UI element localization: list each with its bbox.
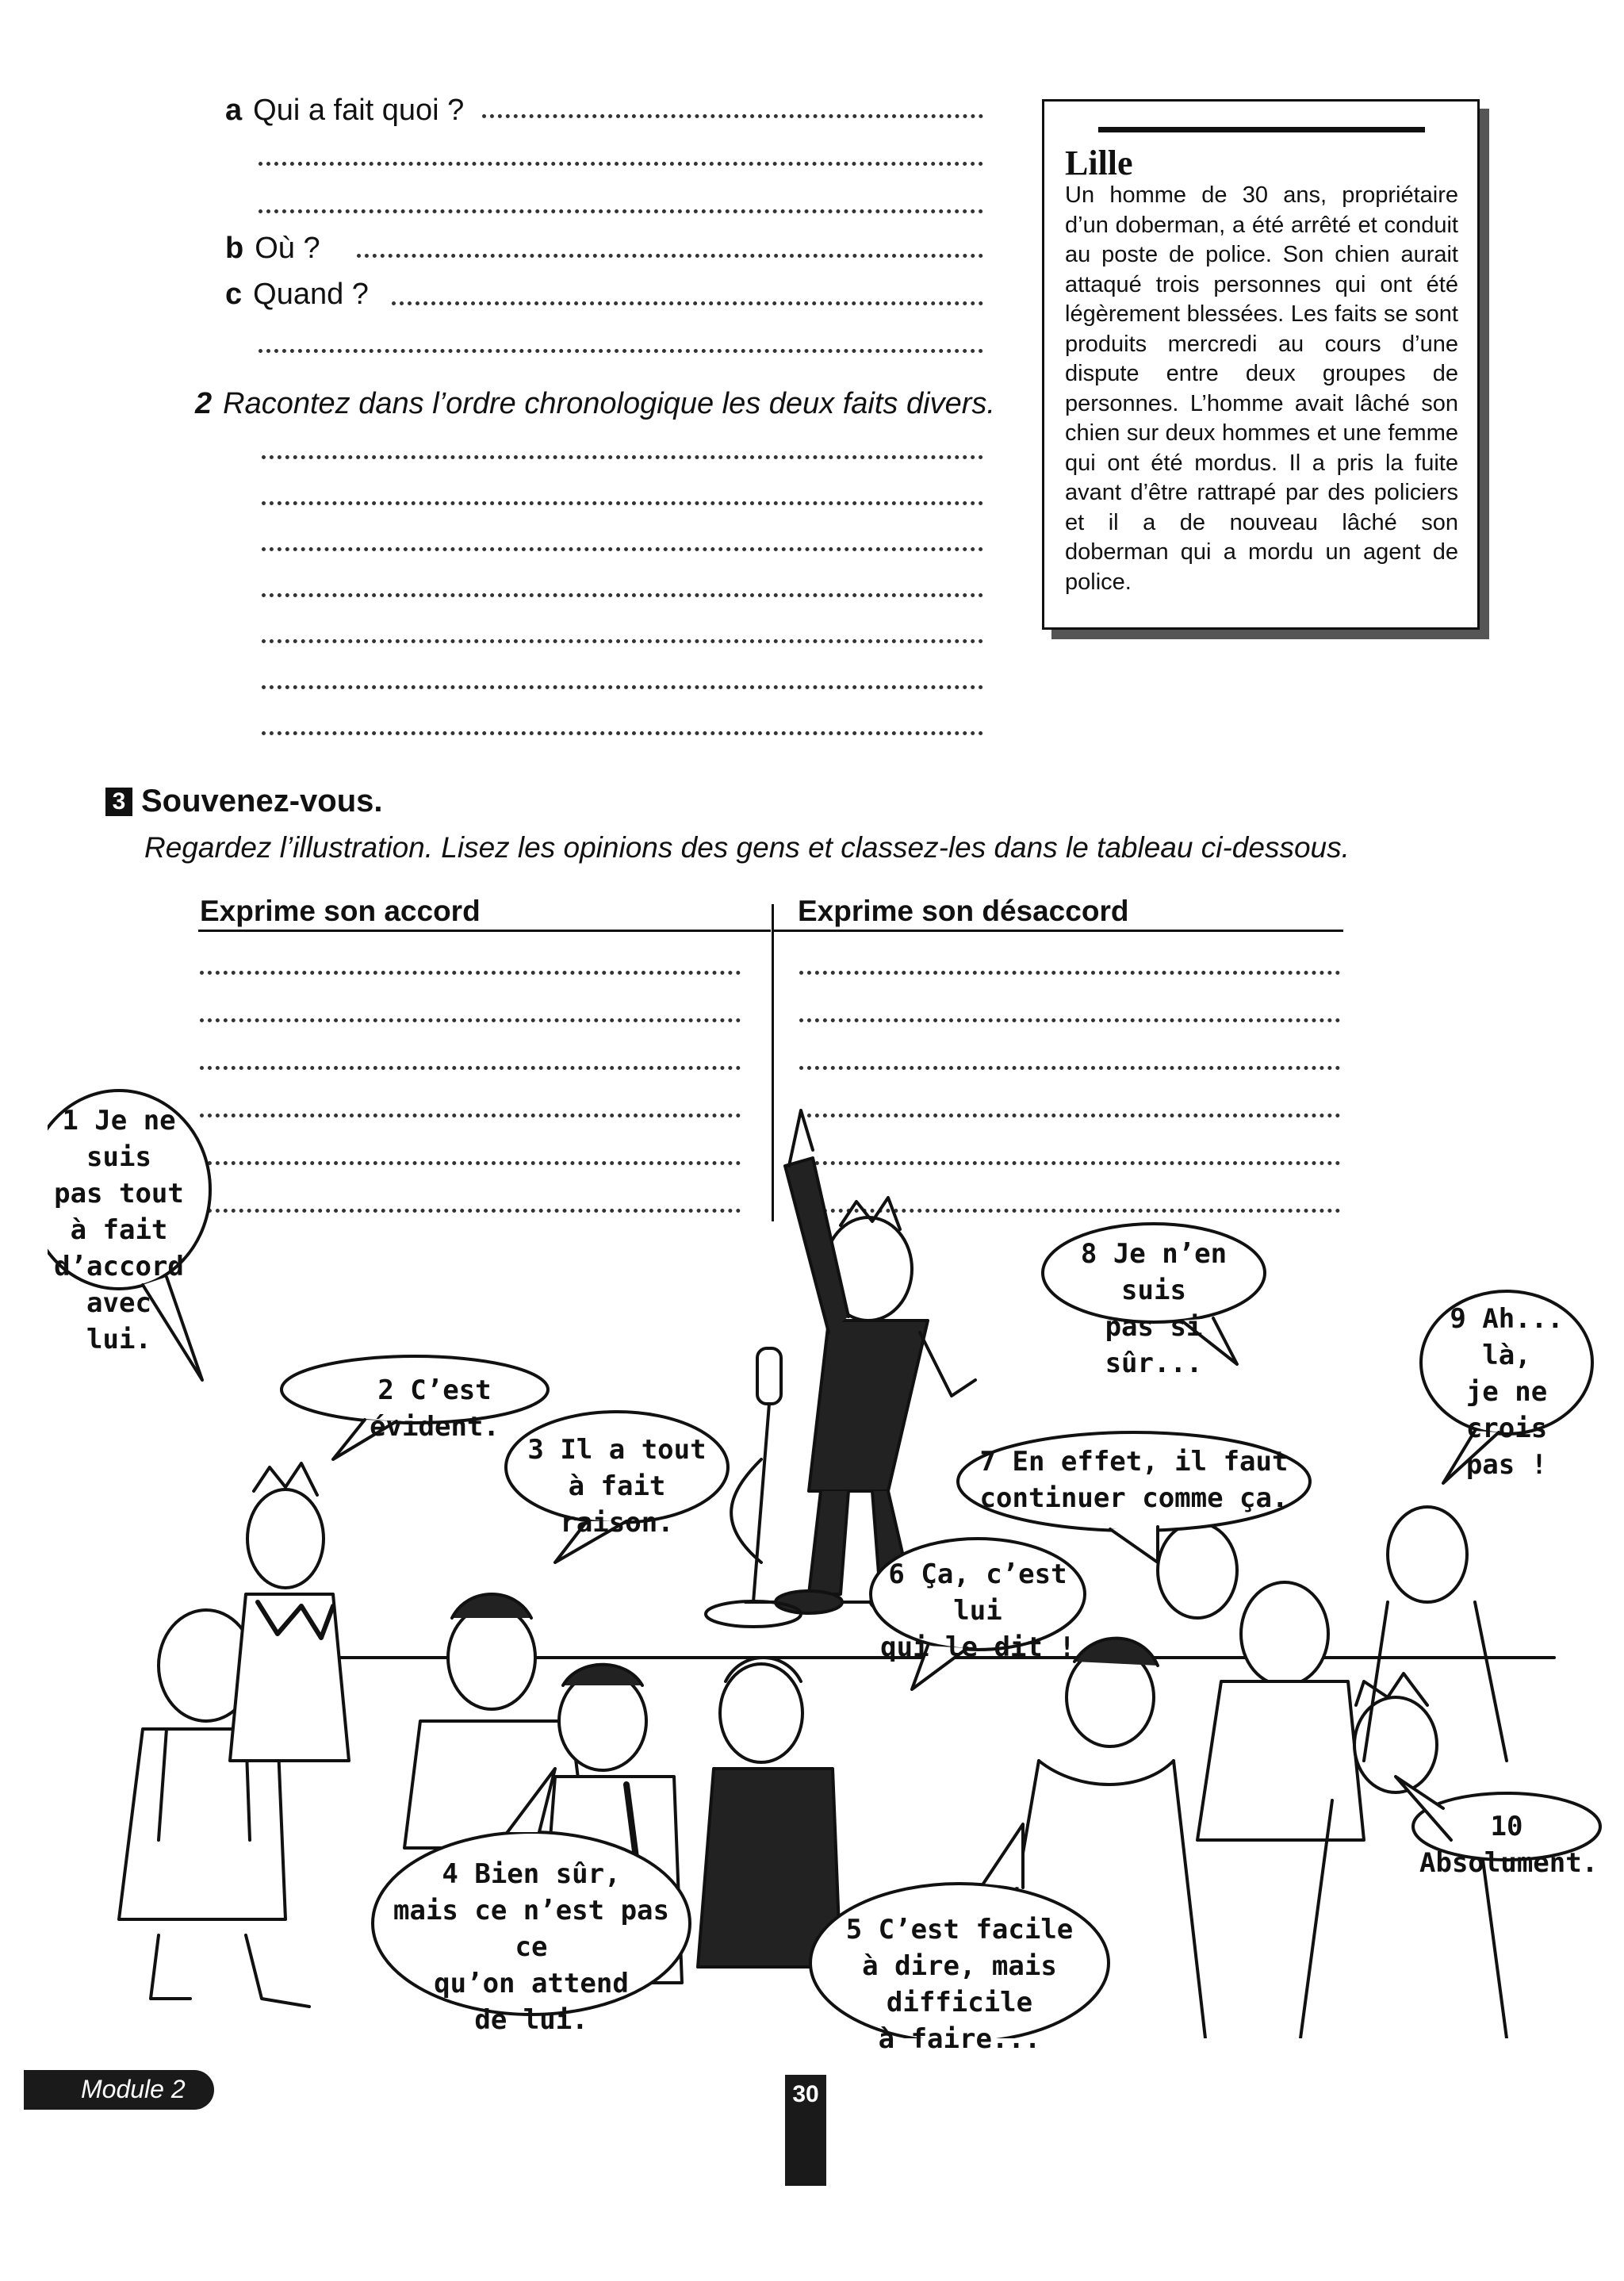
answer-line-2-7[interactable] [262, 725, 983, 735]
answer-line-2-5[interactable] [262, 633, 983, 643]
bubble-10-text: 10 Absolument. [1419, 1811, 1599, 1879]
bubble-3-text: 3 Il a tout à fait raison. [527, 1434, 707, 1539]
disagree-line-1[interactable] [799, 964, 1340, 975]
column-header-disagree: Exprime son désaccord [798, 895, 1129, 927]
bubble-2-text: 2 C’est évident. [370, 1374, 500, 1443]
crowd-illustration [48, 1047, 1602, 2038]
bubble-9-text: 9 Ah... là, je ne crois pas ! [1450, 1303, 1564, 1481]
news-city: Lille [1065, 144, 1133, 182]
exercise-title: Souvenez-vous. [141, 784, 383, 818]
column-rule-right [774, 930, 1343, 932]
exercise-number-badge: 3 [105, 788, 132, 816]
column-rule-left [198, 930, 771, 932]
news-top-rule [1098, 127, 1425, 132]
answer-line-a2[interactable] [259, 155, 983, 166]
module-tab [24, 2070, 214, 2110]
disagree-line-2[interactable] [799, 1012, 1340, 1022]
page-number-badge [785, 2075, 826, 2186]
question-c: c Quand ? [225, 278, 369, 311]
bubble-8-text: 8 Je n’en suis pas si sûr... [1080, 1238, 1228, 1379]
speaker-figure [776, 1110, 975, 1613]
answer-line-2-3[interactable] [262, 541, 983, 551]
bubble-1-text: 1 Je ne suis pas tout à fait d’accord avec lui. [54, 1105, 184, 1355]
exercise-instruction: Regardez l’illustration. Lisez les opinions des gens et classez-les dans le tableau ci-dessous. [144, 831, 1350, 864]
answer-line-c2[interactable] [259, 343, 983, 353]
question-2: 2 Racontez dans l’ordre chronologique les deux faits divers. [195, 387, 995, 420]
bubble-6-text: 6 Ça, c’est lui qui le dit ! [880, 1558, 1075, 1663]
bubble-7-tail [1110, 1527, 1158, 1562]
news-body: Un homme de 30 ans, propriétaire d’un doberman, a été arrêté et conduit au poste de police. Son chien aurait attaqué trois personnes qui ont été légèrement blessées. Les faits se sont produits mercredi au cours d’une dispute entre deux groupes de personnes. L’homme avait lâché son chien sur deux hommes et une femme qui ont été mordus. Il a pris la fuite avant d’être rattrapé par des policiers et il a de nouveau lâché son doberman qui a mordu un agent de police. [1065, 182, 1458, 595]
answer-line-2-4[interactable] [262, 587, 983, 597]
column-header-agree: Exprime son accord [200, 895, 481, 927]
bubble-7-text: 7 En effet, il faut continuer comme ça. [979, 1446, 1289, 1514]
answer-line-2-2[interactable] [262, 495, 983, 505]
question-b: b Où ? [225, 232, 320, 265]
bubble-4-text: 4 Bien sûr, mais ce n’est pas ce qu’on attend de lui. [393, 1858, 669, 2036]
question-a: a Qui a fait quoi ? [225, 94, 465, 127]
answer-line-2-6[interactable] [262, 679, 983, 689]
news-article-box [1042, 99, 1480, 630]
answer-line-a3[interactable] [259, 203, 983, 213]
bubble-5-tail [983, 1824, 1023, 1888]
answer-line-a1[interactable] [482, 108, 983, 118]
agree-line-2[interactable] [200, 1012, 741, 1022]
bubble-5-text: 5 C’est facile à dire, mais difficile à faire... [845, 1914, 1074, 2055]
answer-line-c1[interactable] [392, 295, 983, 305]
answer-line-2-1[interactable] [262, 449, 983, 459]
page-number: 30 [792, 2081, 819, 2107]
agree-line-1[interactable] [200, 964, 741, 975]
answer-line-b[interactable] [357, 247, 983, 258]
module-label: Module 2 [81, 2075, 186, 2103]
